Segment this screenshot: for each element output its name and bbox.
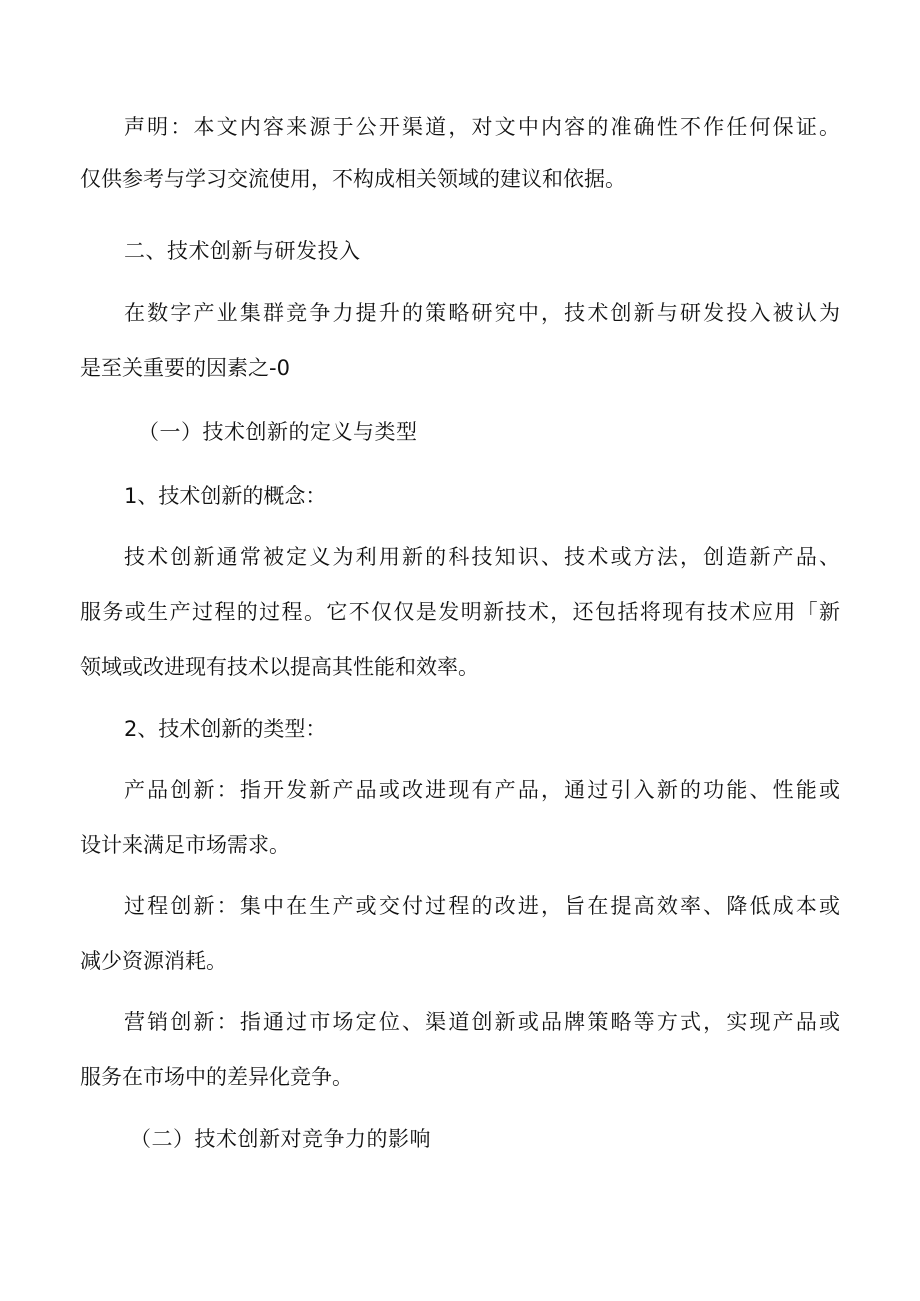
marketing-innovation-line-1: 营销创新：指通过市场定位、渠道创新或品牌策略等方式，实现产品或	[124, 1010, 840, 1034]
marketing-innovation-line-2: 服务在市场中的差异化竞争。	[80, 1065, 353, 1089]
disclaimer-line-2: 仅供参考与学习交流使用，不构成相关领域的建议和依据。	[80, 167, 626, 191]
subsection-heading-competitiveness-impact: （二）技术创新对竞争力的影响	[130, 1127, 431, 1151]
item-heading-concept: 1、技术创新的概念：	[124, 484, 327, 508]
process-innovation-line-1: 过程创新：集中在生产或交付过程的改进，旨在提高效率、降低成本或	[124, 894, 840, 918]
subsection-heading-definition-types: （一）技术创新的定义与类型	[138, 420, 418, 444]
concept-line-1: 技术创新通常被定义为利用新的科技知识、技术或方法，创造新产品、	[124, 545, 840, 569]
intro-line-2: 是至关重要的因素之-0	[80, 356, 290, 380]
disclaimer-line-1: 声明：本文内容来源于公开渠道，对文中内容的准确性不作任何保证。	[124, 115, 840, 139]
concept-line-2: 服务或生产过程的过程。它不仅仅是发明新技术，还包括将现有技术应用「新	[80, 600, 840, 624]
process-innovation-line-2: 减少资源消耗。	[80, 949, 227, 973]
intro-line-1: 在数字产业集群竞争力提升的策略研究中，技术创新与研发投入被认为	[124, 301, 840, 325]
concept-line-3: 领域或改进现有技术以提高其性能和效率。	[80, 655, 479, 679]
product-innovation-line-1: 产品创新：指开发新产品或改进现有产品，通过引入新的功能、性能或	[124, 778, 840, 802]
item-heading-types: 2、技术创新的类型：	[124, 717, 327, 741]
product-innovation-line-2: 设计来满足市场需求。	[80, 833, 290, 857]
section-heading-technology-innovation: 二、技术创新与研发投入	[124, 239, 361, 263]
